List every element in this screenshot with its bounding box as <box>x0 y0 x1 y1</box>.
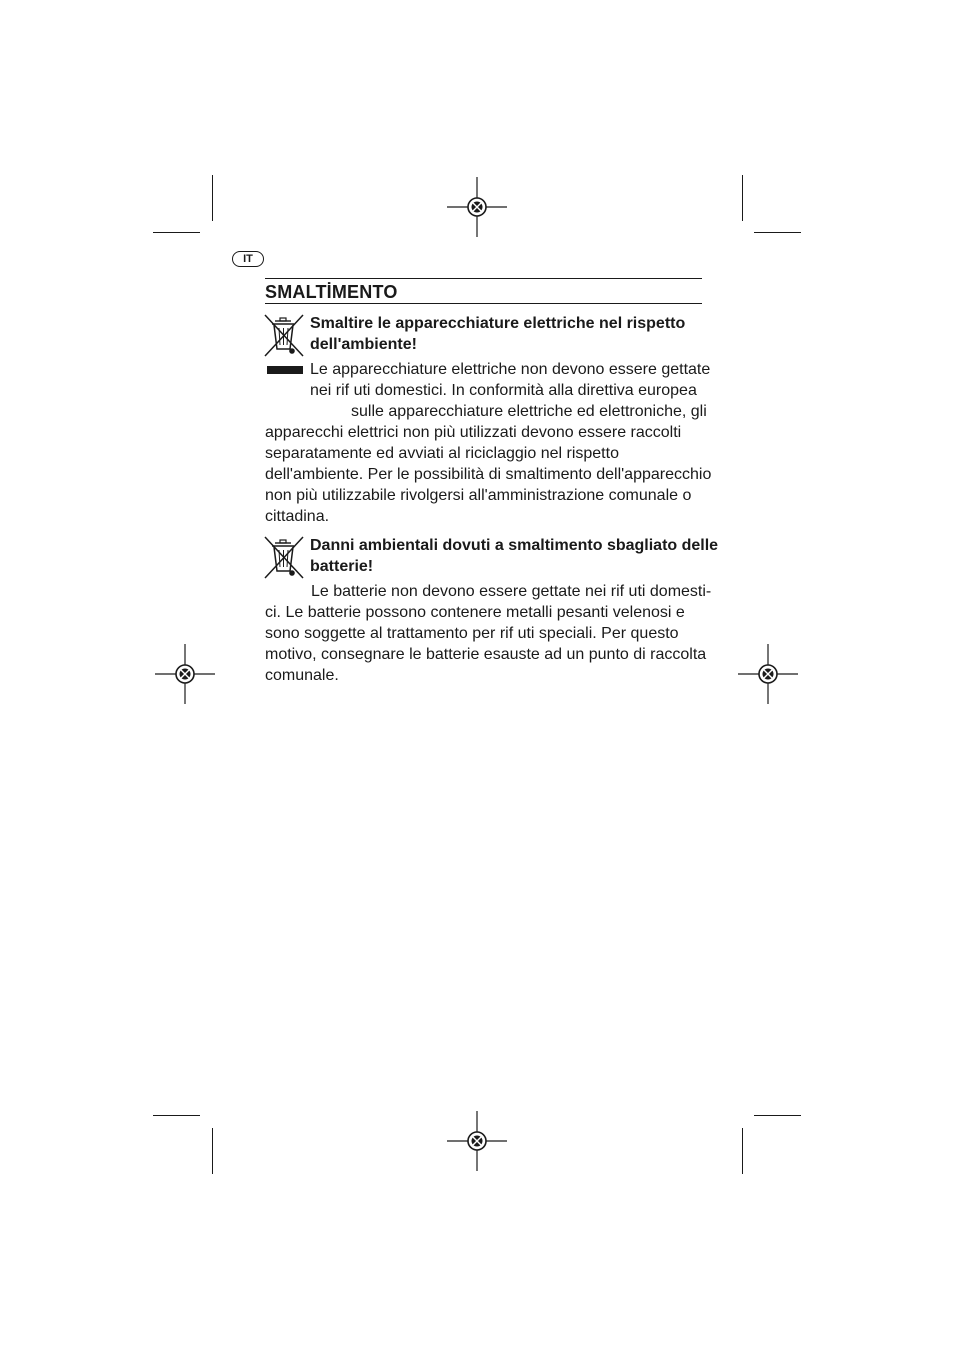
battery-body-line-2: ci. Le batterie possono contenere metalli pesanti velenosi e <box>265 604 685 621</box>
section-bottom-rule <box>265 303 702 304</box>
disposal-body-line-6: dell'ambiente. Per le possibilità di smaltimento dell'apparecchio <box>265 466 712 483</box>
disposal-body-line-7: non più utilizzabile rivolgersi all'amministrazione comunale o <box>265 487 692 504</box>
battery-body-line-3: sono soggette al trattamento per rif uti speciali. Per questo <box>265 625 679 642</box>
language-badge: IT <box>232 251 264 267</box>
crop-mark-bottom-right-horizontal <box>754 1115 801 1116</box>
disposal-body-line-4: apparecchi elettrici non più utilizzati devono essere raccolti <box>265 424 682 441</box>
disposal-body-line-3: sulle apparecchiature elettriche ed elettroniche, gli <box>351 403 707 420</box>
crop-mark-top-right-vertical <box>742 175 743 221</box>
battery-body-line-1: Le batterie non devono essere gettate nei rif uti domesti- <box>311 583 712 600</box>
battery-heading-line-2: batterie! <box>310 558 374 575</box>
disposal-body-line-5: separatamente ed avviati al riciclaggio nel rispetto <box>265 445 619 462</box>
crop-mark-top-right-horizontal <box>754 232 801 233</box>
section-top-rule <box>265 278 702 279</box>
disposal-heading-line-1: Smaltire le apparecchiature elettriche nel rispetto <box>310 315 686 332</box>
crop-mark-top-left-vertical <box>212 175 213 221</box>
disposal-body-line-1: Le apparecchiature elettriche non devono essere gettate <box>310 361 711 378</box>
battery-body-line-4: motivo, consegnare le batterie esauste ad un punto di raccolta <box>265 646 707 663</box>
disposal-body-line-2: nei rif uti domestici. In conformità alla direttiva europea <box>310 382 697 399</box>
section-title: SMALTİMENTO <box>265 282 398 302</box>
crossed-out-wheelie-bin-icon <box>263 313 305 359</box>
crossed-out-wheelie-bin-icon <box>263 535 305 581</box>
disposal-body-line-8: cittadina. <box>265 508 330 525</box>
crop-mark-bottom-left-horizontal <box>153 1115 200 1116</box>
redacted-bar <box>267 366 303 374</box>
battery-heading-line-1: Danni ambientali dovuti a smaltimento sbagliato delle <box>310 537 719 554</box>
battery-body-line-5: comunale. <box>265 667 339 684</box>
registration-crosshair-icon <box>155 644 215 704</box>
crop-mark-bottom-right-vertical <box>742 1128 743 1174</box>
registration-crosshair-icon <box>447 1111 507 1171</box>
disposal-heading-line-2: dell'ambiente! <box>310 336 417 353</box>
crop-mark-top-left-horizontal <box>153 232 200 233</box>
crop-mark-bottom-left-vertical <box>212 1128 213 1174</box>
registration-crosshair-icon <box>447 177 507 237</box>
registration-crosshair-icon <box>738 644 798 704</box>
